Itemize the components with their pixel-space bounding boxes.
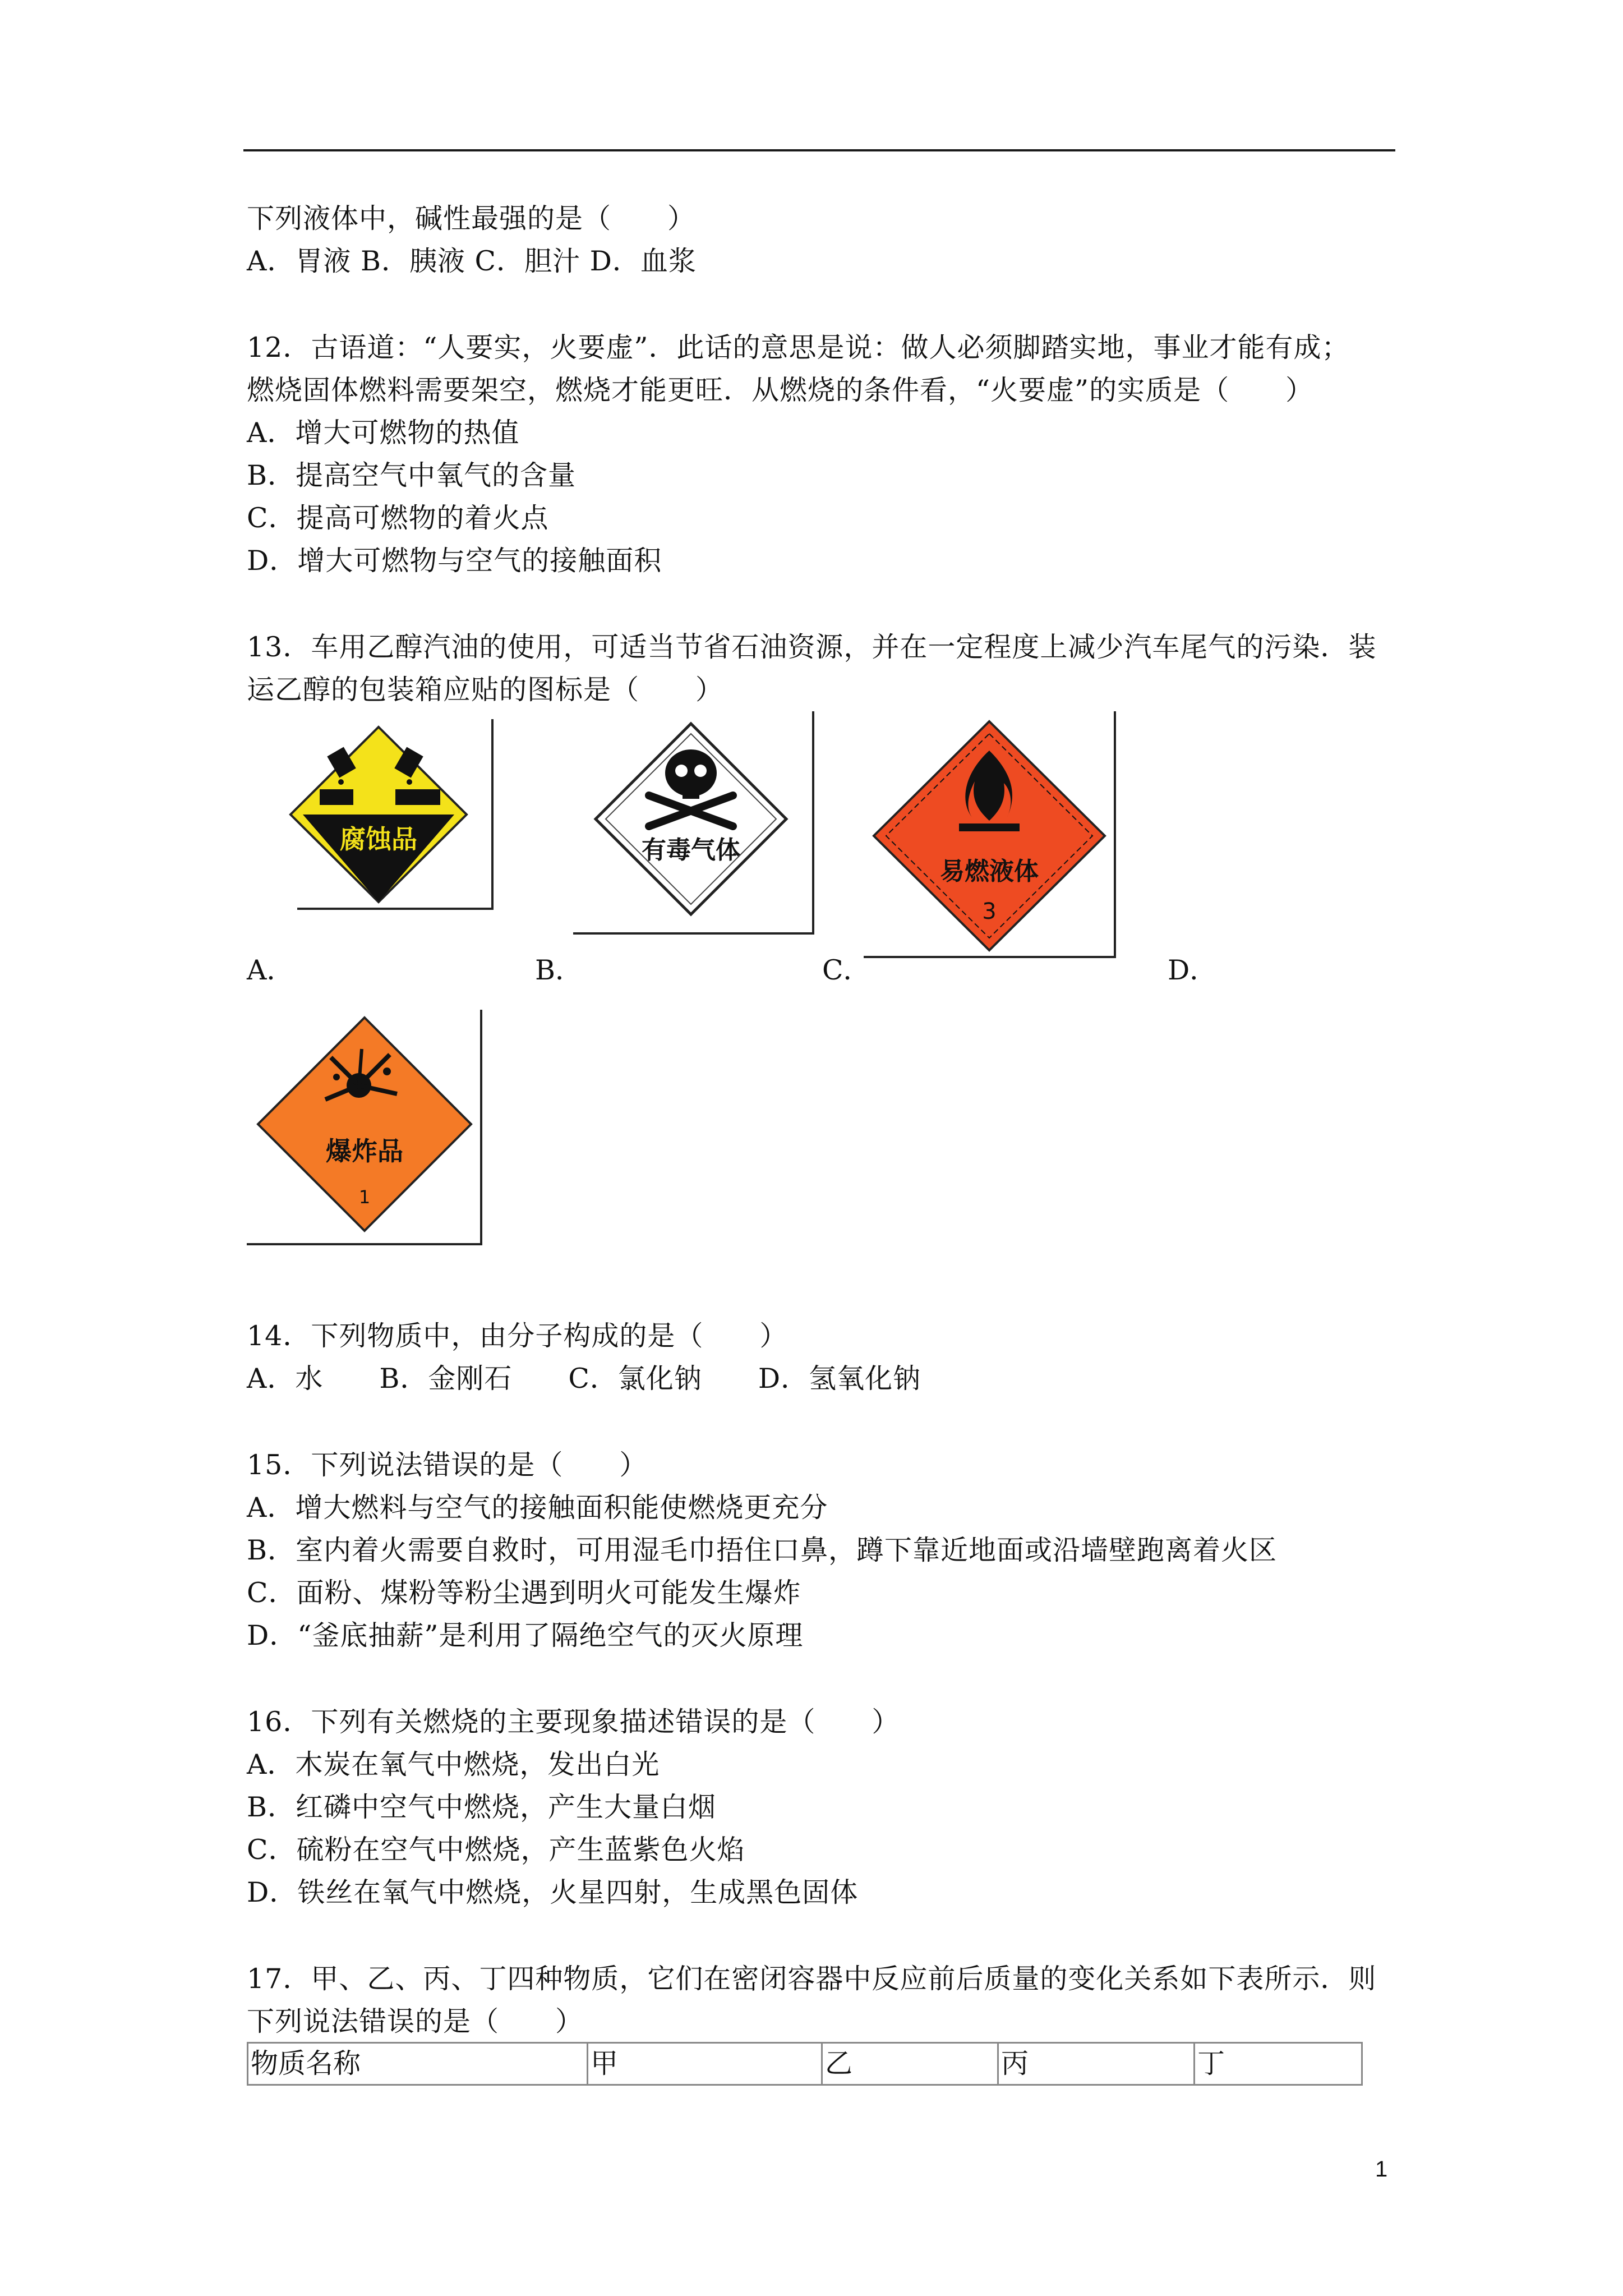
q17-line1: 17．甲、乙、丙、丁四种物质，它们在密闭容器中反应前后质量的变化关系如下表所示．则 [247,1963,1377,1995]
q12-line1: 12．古语道：“人要实，火要虚”．此话的意思是说：做人必须脚踏实地，事业才能有成； [247,332,1350,364]
explosive-sign-label: 爆炸品 [326,1136,403,1166]
q14-options: A．水 B．金刚石 C．氯化钠 D．氢氧化钠 [247,1363,921,1395]
corrosive-sign [280,719,494,910]
toxic-gas-sign-label: 有毒气体 [642,836,740,864]
q13-label-b: B． [535,954,583,986]
q12-option-a: A．增大可燃物的热值 [247,417,520,449]
q16-option-c: C．硫粉在空气中燃烧，产生蓝紫色火焰 [247,1834,745,1866]
q16-option-a: A．木炭在氧气中燃烧，发出白光 [247,1749,660,1780]
q14-stem: 14．下列物质中，由分子构成的是（ ） [247,1320,788,1352]
table-header-ding: 丁 [1197,2047,1225,2079]
q12-option-d: D．增大可燃物与空气的接触面积 [247,545,662,577]
explosive-sign-number: 1 [358,1186,371,1208]
flammable-liquid-sign-label: 易燃液体 [940,857,1039,886]
q17-line2: 下列说法错误的是（ ） [247,2005,584,2037]
q13-line2: 运乙醇的包装箱应贴的图标是（ ） [247,674,724,706]
mass-change-table [247,2042,1363,2086]
q13-label-a: A． [247,954,294,986]
flammable-liquid-sign [864,711,1116,959]
q12-line2: 燃烧固体燃料需要架空，燃烧才能更旺．从燃烧的条件看，“火要虚”的实质是（ ） [247,374,1314,406]
q15-stem: 15．下列说法错误的是（ ） [247,1449,648,1481]
flammable-liquid-sign-number: 3 [982,899,997,924]
table-header-jia: 甲 [588,2044,823,2084]
q15-option-d: D．“釜底抽薪”是利用了隔绝空气的灭火原理 [247,1619,804,1651]
q11-stem: 下列液体中，碱性最强的是（ ） [247,203,696,234]
q13-label-d: D． [1168,954,1218,986]
q15-option-a: A．增大燃料与空气的接触面积能使燃烧更充分 [247,1492,828,1524]
corrosive-sign-label: 腐蚀品 [340,824,417,854]
q16-option-b: B．红磷中空气中燃烧，产生大量白烟 [247,1791,717,1823]
q15-option-c: C．面粉、煤粉等粉尘遇到明火可能发生爆炸 [247,1577,801,1609]
q16-stem: 16．下列有关燃烧的主要现象描述错误的是（ ） [247,1706,900,1738]
q13-line1: 13．车用乙醇汽油的使用，可适当节省石油资源，并在一定程度上减少汽车尾气的污染．装 [247,631,1377,663]
explosive-sign [247,1010,482,1245]
q12-option-c: C．提高可燃物的着火点 [247,502,549,534]
table-header-substance: 物质名称 [248,2044,588,2084]
header-rule [243,149,1395,151]
q13-label-c: C． [822,954,871,986]
table-header-yi: 乙 [823,2044,999,2084]
q16-option-d: D．铁丝在氧气中燃烧，火星四射，生成黑色固体 [247,1876,859,1908]
toxic-gas-sign [573,711,814,936]
q12-option-b: B．提高空气中氧气的含量 [247,459,577,491]
q15-option-b: B．室内着火需要自救时，可用湿毛巾捂住口鼻，蹲下靠近地面或沿墙壁跑离着火区 [247,1534,1278,1566]
page-number: 1 [1375,2157,1388,2182]
q11-options: A．胃液 B．胰液 C．胆汁 D．血浆 [247,245,697,277]
table-header-bing: 丙 [999,2044,1195,2084]
